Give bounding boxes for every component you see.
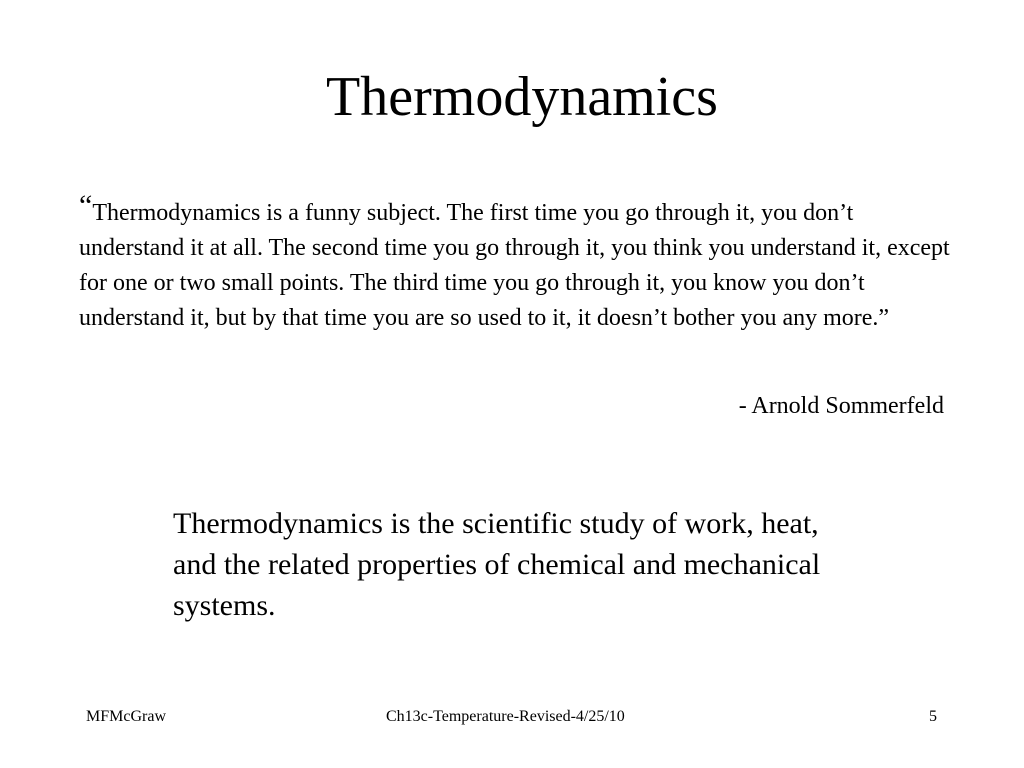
quote-open-mark: “ (79, 189, 93, 222)
definition-text: Thermodynamics is the scientific study of work, heat, and the related properties of chemical and mechanical systems. (173, 507, 821, 622)
footer-document-name: Ch13c-Temperature-Revised-4/25/10 (386, 708, 625, 725)
slide-title: Thermodynamics (326, 66, 718, 128)
footer-page-number: 5 (929, 708, 937, 725)
quote (79, 189, 959, 336)
quote-attribution: - Arnold Sommerfeld (738, 393, 944, 419)
quote-text: Thermodynamics is a funny subject. The first time you go through it, you don’t understand it at all. The second time you go through it, you think you understand it, except for one or two small points. The third time you go through it, you know you don’t understand it, but by that time you are so used to it, it doesn’t bother you any more.” (79, 200, 950, 331)
footer-author: MFMcGraw (86, 708, 166, 725)
